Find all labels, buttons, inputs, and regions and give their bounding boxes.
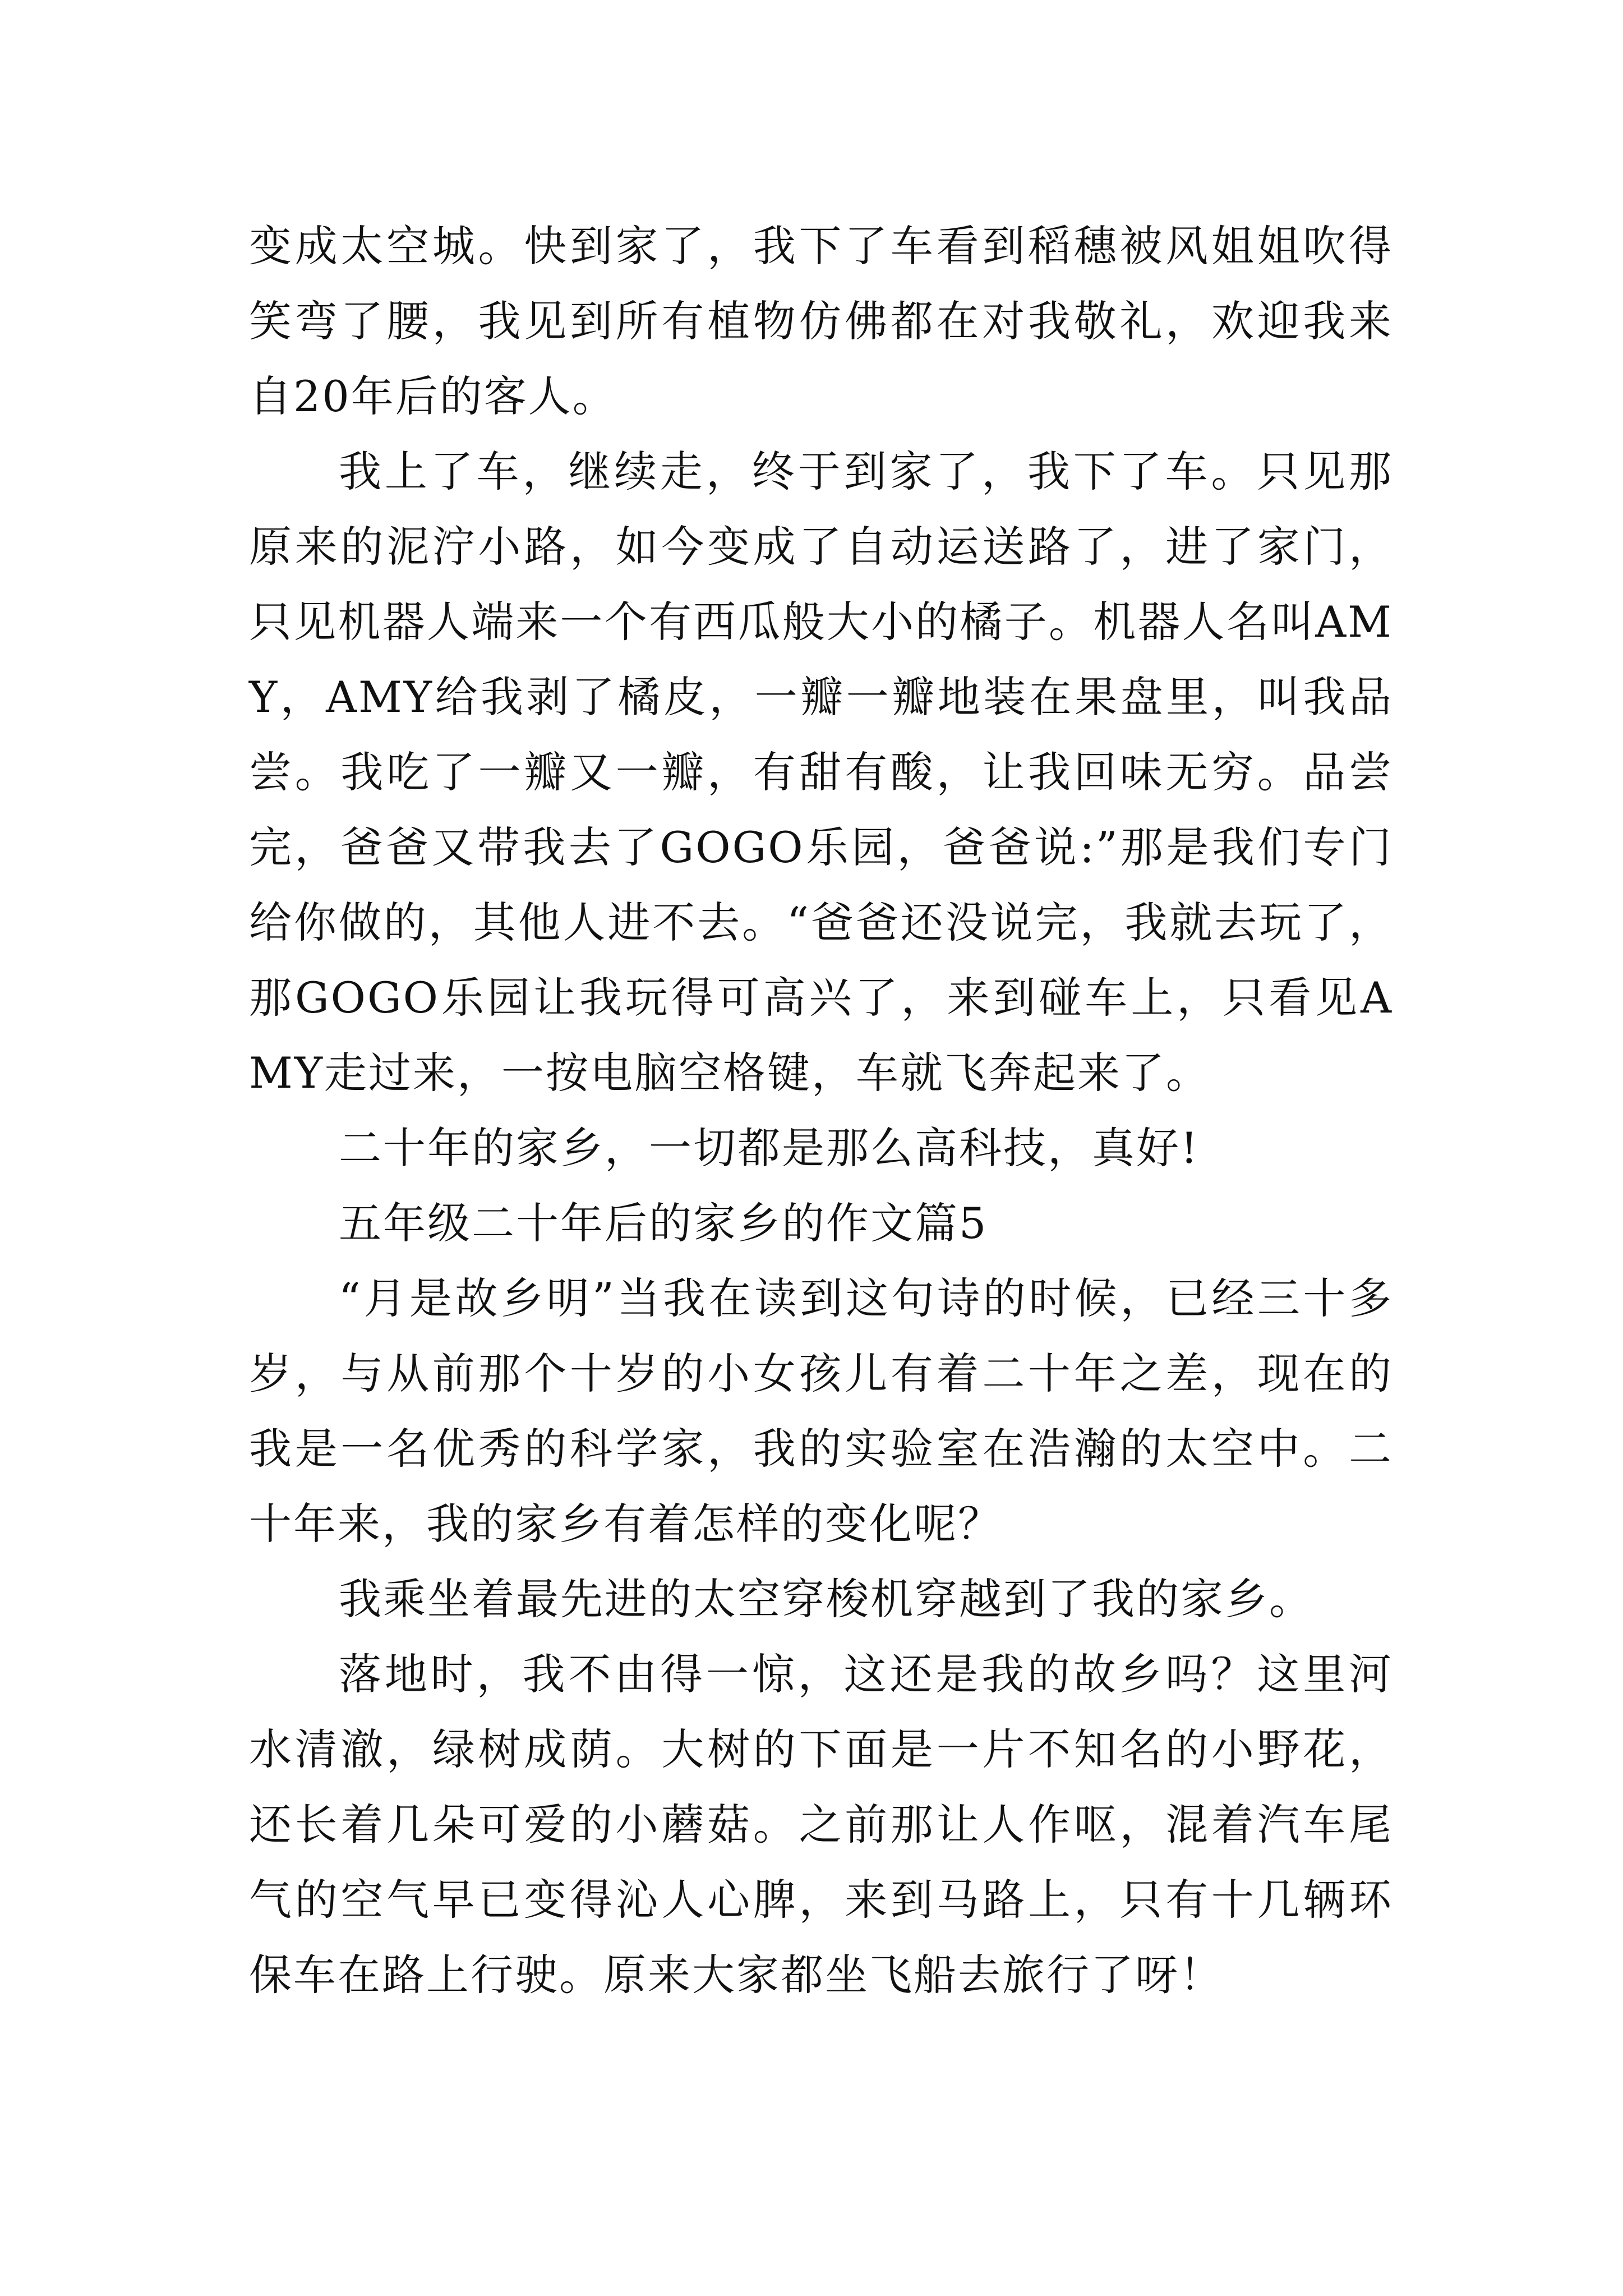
paragraph-4: “月是故乡明”当我在读到这句诗的时候，已经三十多岁，与从前那个十岁的小女孩儿有着二十年之差，现在的我是一名优秀的科学家，我的实验室在浩瀚的太空中。二十年来，我的家乡有着怎样的变化呢？ — [249, 1273, 1393, 1549]
paragraph-1: 变成太空城。快到家了，我下了车看到稻穗被风姐姐吹得笑弯了腰，我见到所有植物仿佛都在对我敬礼，欢迎我来自20年后的客人。 — [249, 221, 1393, 421]
paragraph-5: 我乘坐着最先进的太空穿梭机穿越到了我的家乡。 — [339, 1574, 1313, 1624]
paragraph-6: 落地时，我不由得一惊，这还是我的故乡吗？这里河水清澈，绿树成荫。大树的下面是一片不知名的小野花，还长着几朵可爱的小蘑菇。之前那让人作呕，混着汽车尾气的空气早已变得沁人心脾，来到马路上，只有十几辆环保车在路上行驶。原来大家都坐飞船去旅行了呀！ — [249, 1649, 1393, 2000]
paragraph-3: 二十年的家乡，一切都是那么高科技，真好! — [339, 1123, 1200, 1173]
section-heading: 五年级二十年后的家乡的作文篇5 — [339, 1198, 988, 1248]
paragraph-2: 我上了车，继续走，终于到家了，我下了车。只见那原来的泥泞小路，如今变成了自动运送路了，进了家门，只见机器人端来一个有西瓜般大小的橘子。机器人名叫AMY，AMY给我剥了橘皮，一瓣一瓣地装在果盘里，叫我品尝。我吃了一瓣又一瓣，有甜有酸，让我回味无穷。品尝完，爸爸又带我去了GOGO乐园，爸爸说:”那是我们专门给你做的，其他人进不去。“爸爸还没说完，我就去玩了，那GOGO乐园让我玩得可高兴了，来到碰车上，只看见AMY走过来，一按电脑空格键，车就飞奔起来了。 — [249, 447, 1393, 1098]
document-body — [249, 209, 1393, 2013]
